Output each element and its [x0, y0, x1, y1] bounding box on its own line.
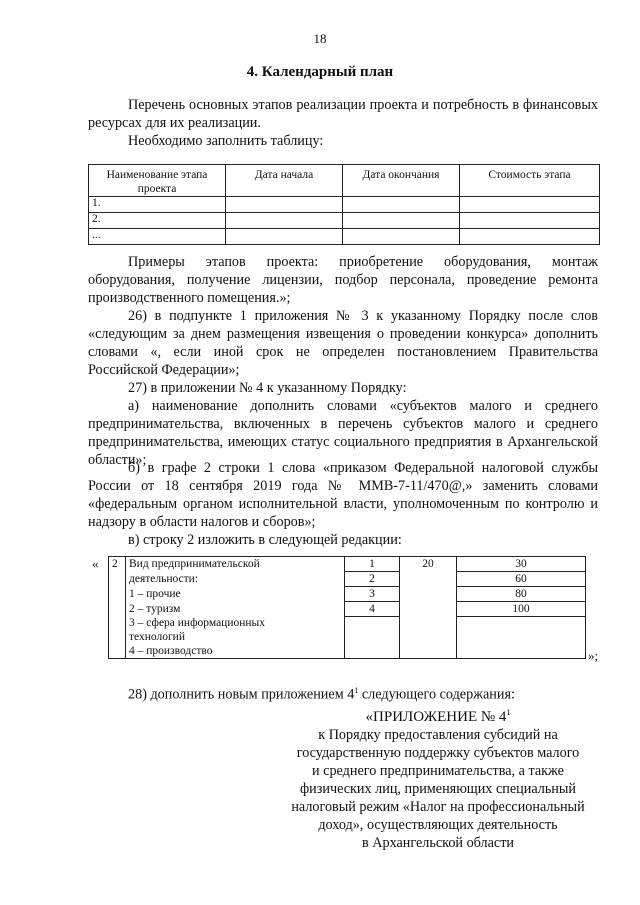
score-cell: 100	[457, 602, 586, 659]
row-number: 2	[109, 557, 126, 659]
close-quote: »;	[588, 648, 599, 663]
intro-paragraph: Перечень основных этапов реализации проекта и потребность в финансовых ресурсах для их реализации.	[88, 97, 598, 131]
row-label: ...	[89, 229, 226, 245]
header-start-date: Дата начала	[226, 165, 343, 197]
description-tail	[126, 602, 345, 659]
description-line: 1 – прочие	[126, 587, 345, 602]
open-quote: «	[92, 556, 99, 571]
score-cell: 30	[457, 557, 586, 572]
description-line: 4 – производство	[129, 644, 213, 657]
row-label: 1.	[89, 197, 226, 213]
table-row	[89, 229, 600, 245]
description-line: технологий	[129, 630, 185, 643]
appendix-line: государственную поддержку субъектов малого	[296, 745, 580, 761]
fill-note: Необходимо заполнить таблицу:	[128, 133, 324, 149]
code-cell: 4	[345, 602, 400, 659]
item-27a: а) наименование дополнить словами «субъектов малого и среднего предпринимательства, включенных в перечень субъектов малого и среднего предпринимательства, имеющих статус социального предприятия в Архангельской области»;	[88, 398, 598, 468]
page-number: 18	[313, 31, 327, 46]
table-row	[89, 197, 600, 213]
description-line: Вид предпринимательской	[126, 557, 345, 572]
code-cell: 1	[345, 557, 400, 572]
table-row	[89, 213, 600, 229]
item-28: 28) дополнить новым приложением $4^1$ следующего содержания:	[128, 686, 515, 703]
appendix-line: в Архангельской области	[362, 835, 514, 851]
appendix-line: физических лиц, применяющих специальный	[299, 781, 577, 797]
header-stage-name: Наименование этапа проекта	[89, 165, 226, 197]
item-27b: б) в графе 2 строки 1 слова «приказом Федеральной налоговой службы России от 18 сентября 2019 года № ММВ-7-11/470@,» заменить словами «федеральным органом исполнительной власти, уполномоченным по контролю и надзору в области налогов и сборов»;	[88, 460, 598, 530]
appendix-line: и среднего предпринимательства, а также	[312, 763, 564, 779]
item-27c: в) строку 2 изложить в следующей редакции:	[128, 532, 402, 548]
code-cell: 2	[345, 572, 400, 587]
code-cell: 3	[345, 587, 400, 602]
description-line: 3 – сфера информационных	[129, 616, 266, 629]
row-label: 2.	[89, 213, 226, 229]
header-end-date: Дата окончания	[343, 165, 460, 197]
weight-cell: 20	[400, 557, 457, 659]
row-2-table	[108, 556, 586, 659]
item-26: 26) в подпункте 1 приложения № 3 к указанному Порядку после слов «следующим за днем размещения извещения о проведении конкурса» дополнить словами «, если иной срок не определен постановлением Правительства Российской Федерации»;	[88, 308, 598, 378]
header-stage-cost: Стоимость этапа	[460, 165, 600, 197]
item-27: 27) в приложении № 4 к указанному Порядку:	[128, 380, 407, 396]
examples-paragraph: Примеры этапов проекта: приобретение оборудования, монтаж оборудования, получение лицензии, подбор персонала, проведение ремонта производственного помещения.»;	[88, 254, 598, 306]
calendar-plan-table	[88, 164, 600, 245]
appendix-heading	[268, 704, 608, 852]
appendix-line: доход», осуществляющих деятельность	[318, 817, 558, 833]
appendix-title: «ПРИЛОЖЕНИЕ № $4^1$	[365, 708, 511, 725]
score-cell: 80	[457, 587, 586, 602]
section-title: 4. Календарный план	[246, 64, 394, 80]
appendix-line: налоговый режим «Налог на профессиональный	[291, 799, 585, 815]
description-line: 2 – туризм	[129, 602, 181, 615]
description-line: деятельности:	[126, 572, 345, 587]
appendix-line: к Порядку предоставления субсидий на	[318, 727, 558, 743]
score-cell: 60	[457, 572, 586, 587]
